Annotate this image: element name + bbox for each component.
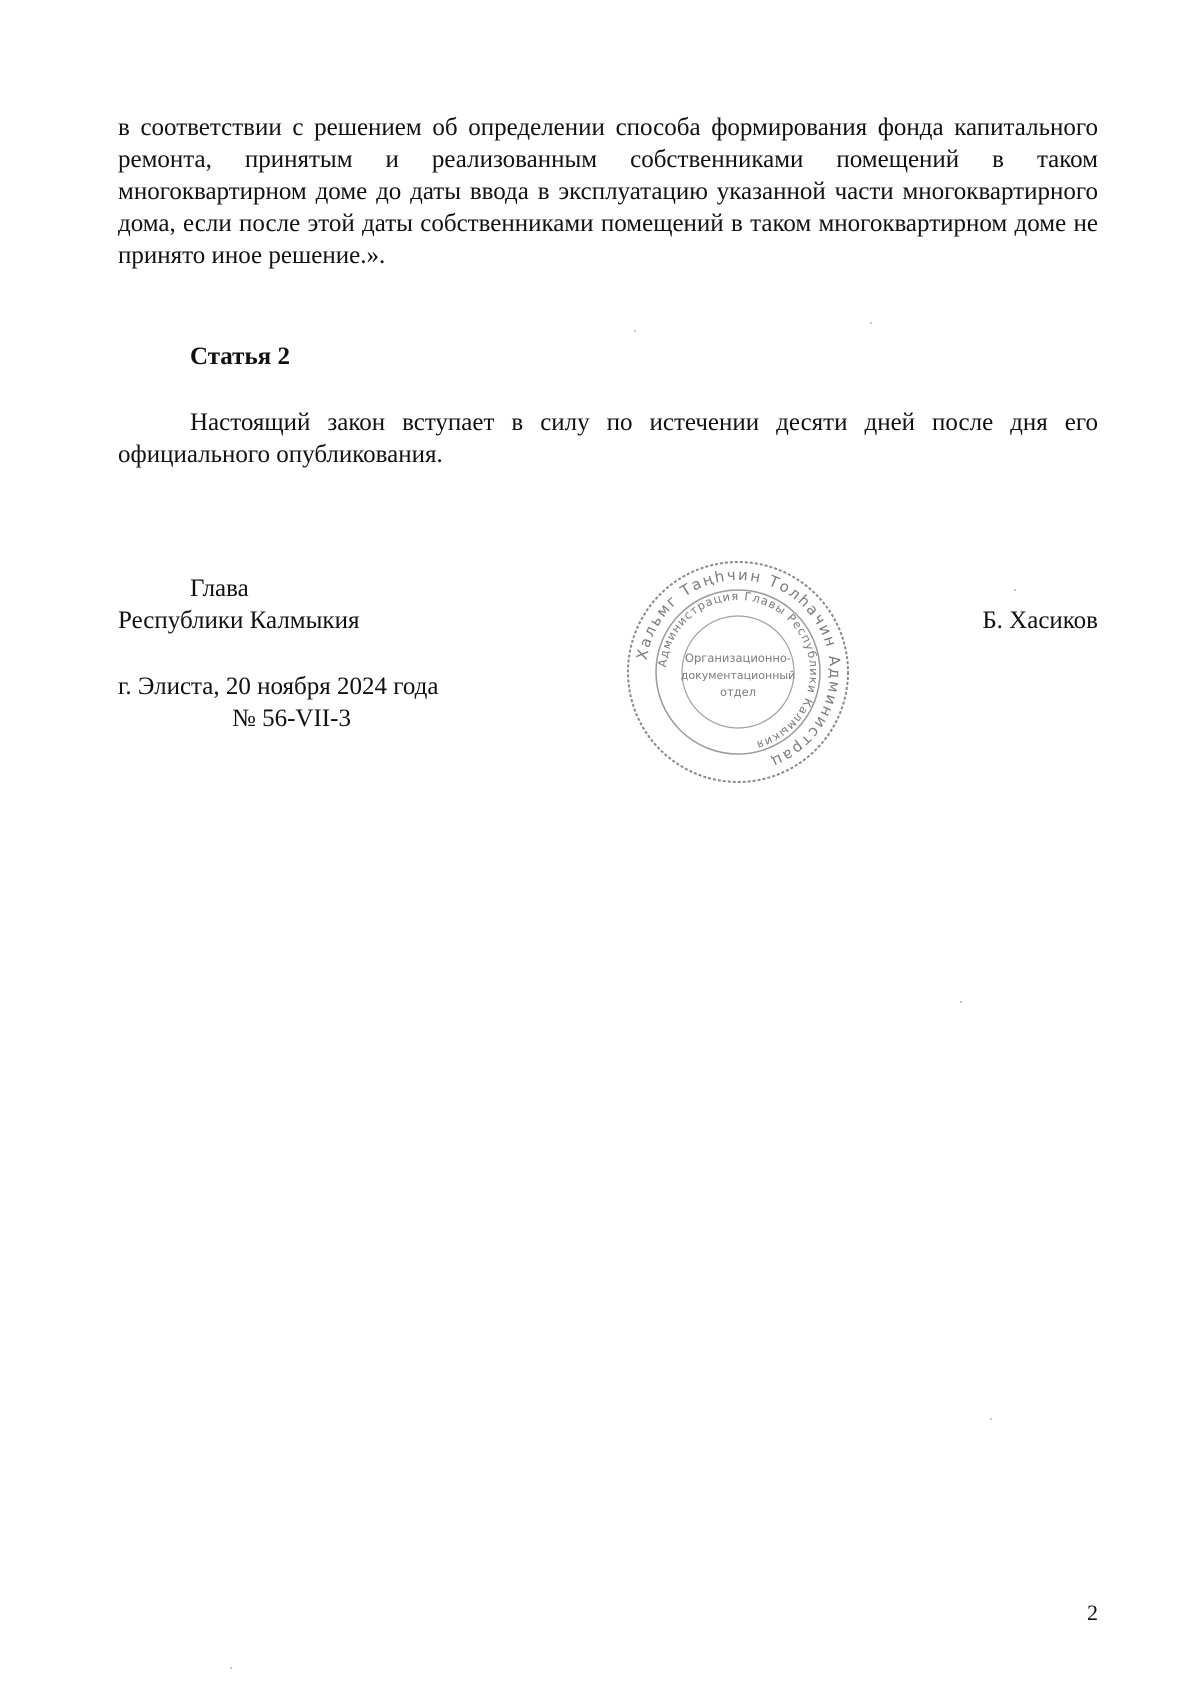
scan-speck xyxy=(960,1001,962,1003)
signature-place-date-block xyxy=(118,671,438,735)
article-heading: Статья 2 xyxy=(190,343,290,370)
signature-title xyxy=(118,573,359,637)
signatory-name: Б. Хасиков xyxy=(982,607,1098,634)
seal-center-line-2: документационный xyxy=(680,669,796,682)
scan-speck xyxy=(230,1667,232,1669)
signature-title-line-2: Республики Калмыкия xyxy=(118,607,360,634)
law-number: № 56-VII-3 xyxy=(232,705,351,732)
scan-speck xyxy=(990,1418,992,1420)
signature-title-line-1: Глава xyxy=(190,575,249,602)
seal-inner-text: Администрация Главы Республики Калмыкия xyxy=(655,588,822,753)
scan-speck xyxy=(634,330,636,332)
continuation-paragraph: в соответствии с решением об определении способа формирования фонда капитального ремонта, принятым и реализованным собственниками помещений в таком многоквартирном доме до даты ввода в эксплуатацию указанной части многоквартирного дома, если после этой даты собственниками помещений в таком многоквартирном доме не принято иное решение.». xyxy=(118,114,1098,269)
signature-place-date: г. Элиста, 20 ноября 2024 года xyxy=(118,673,439,700)
seal-center-line-3: отдел xyxy=(719,685,757,699)
article-body: Настоящий закон вступает в силу по истечении десяти дней после дня его официального опубликования. xyxy=(118,409,1098,468)
seal-center-line-1: Организационно- xyxy=(684,651,792,665)
continuation-text-block xyxy=(118,112,1098,272)
seal-outer-text: Хальмг Таңһчин Толһачин Администрац xyxy=(632,565,845,772)
scan-speck xyxy=(870,322,872,324)
official-seal-icon xyxy=(622,556,854,788)
page-number: 2 xyxy=(1087,1600,1098,1625)
scan-speck xyxy=(1014,589,1016,591)
